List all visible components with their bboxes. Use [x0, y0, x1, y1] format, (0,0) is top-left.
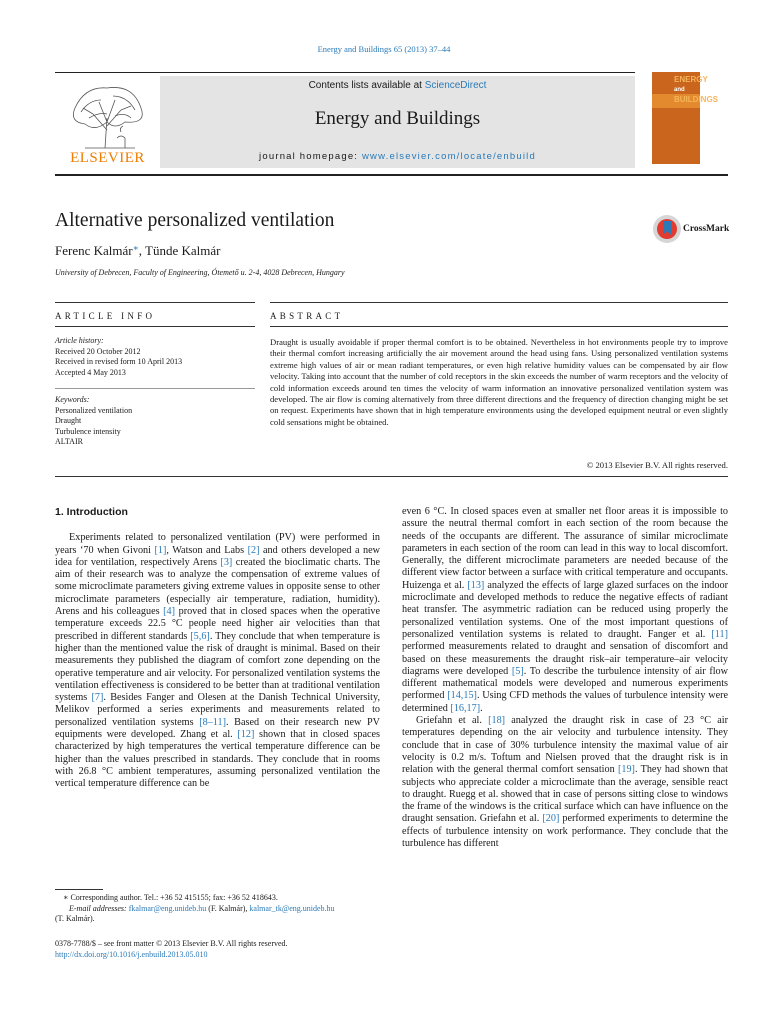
text-run: even 6 °C. In closed spaces even at smaller net floor areas it is impossible to assure the neutral thermal comfort in each section of the room because the needs of the occupants are different. The assurance of similar microclimate parameters in each section of the room can lead in this way to local discomfort. Generally, the different microclimate parameters are needed because of the different view factor between a surface with critical temperature and occupants. Huizenga et al.: [402, 506, 728, 591]
keyword: Turbulence intensity: [55, 426, 121, 436]
cover-title-1: ENERGY: [674, 75, 708, 84]
text-run: proved that in closed spaces when the operative temperature exceeds 22.5 °C people need higher air velocities than that prescribed in different standards: [55, 606, 381, 642]
email-owner: (F. Kalmár),: [206, 903, 250, 913]
citation-link[interactable]: [12]: [237, 729, 255, 741]
accepted-date: Accepted 4 May 2013: [55, 367, 126, 377]
keywords-block: [55, 395, 255, 448]
crossmark-label[interactable]: CrossMark: [683, 224, 730, 234]
article-title: Alternative personalized ventilation: [55, 210, 335, 231]
text-run: . To describe the turbulence intensity of air flow different mathematical models were developed and numerous experiments performed: [402, 665, 729, 702]
author-1: Ferenc Kalmár: [55, 243, 133, 258]
section-spacer: [55, 518, 380, 532]
text-run: .: [480, 702, 483, 714]
abstract-rule-mid: [270, 326, 728, 327]
citation-link[interactable]: [19]: [617, 764, 635, 776]
footnote-marker: ∗: [63, 893, 69, 902]
paragraph: [55, 532, 380, 790]
journal-title: Energy and Buildings: [314, 108, 481, 129]
citation-link[interactable]: [4]: [163, 606, 176, 618]
sciencedirect-link[interactable]: ScienceDirect: [424, 80, 487, 91]
article-info-rule-mid: [55, 326, 255, 327]
citation-link[interactable]: [13]: [467, 579, 485, 591]
text-run: created the bioclimatic charts. The aim of their research was to analyze the compensation of extreme values of some microclimate parameters giving extreme values in opposite sense to other microclimate parameters (especially air temperature, radiation, humidity). Arens and his colleagues: [55, 556, 380, 618]
citation-link[interactable]: [20]: [542, 813, 560, 825]
right-column: [402, 506, 728, 850]
text-run: performed measurements related to draught and sensation of discomfort and based on these measurements the draught risk–air temperature–air velocity diagrams were developed: [402, 641, 728, 677]
text-run: analyzed the effects of large glazed surfaces on the indoor microclimate and developed methods to reduce the negative effects of radiant heat transfer. The asymmetric radiation can be reduced using properly the personalized ventilation systems. One of the most important questions of personalized ventilation systems is related to draught. Fanger et al.: [402, 579, 728, 640]
received-date: Received 20 October 2012: [55, 346, 141, 356]
journal-cover-thumbnail-icon: [652, 72, 718, 164]
text-run: . Besides Fanger and Olesen at the Danish Technical University, Melikov performed a series experiments and measurements related to personalized ventilation systems: [55, 692, 380, 728]
email-link[interactable]: kalmar_tk@eng.unideb.hu: [249, 903, 335, 913]
journal-homepage-line: [160, 151, 635, 162]
text-run: . Based on their research new PV equipments were developed. Zhang et al.: [55, 716, 380, 741]
footnote-line: [55, 893, 385, 904]
article-info-rule-top: [55, 302, 255, 303]
citation-link[interactable]: [5]: [511, 665, 524, 677]
corresponding-marker[interactable]: ∗: [132, 243, 139, 253]
contents-line: [160, 80, 635, 91]
text-run: and others developed a new idea for ventilation, respectively Arens: [55, 544, 380, 568]
homepage-prefix: journal homepage:: [259, 151, 362, 162]
homepage-link[interactable]: www.elsevier.com/locate/enbuild: [361, 151, 536, 162]
doi-link[interactable]: http://dx.doi.org/10.1016/j.enbuild.2013.05.010: [55, 950, 208, 959]
paragraph: [402, 506, 728, 715]
text-run: shown that in closed spaces characterized by high temperatures the vertical temperature difference can be higher than the values prescribed in standards. They conclude that in rooms with 26.8 °C ambient temperatures, assuming personalized ventilation the vertical temperature difference can be: [55, 729, 381, 790]
footnote-line: [55, 904, 385, 915]
contents-prefix: Contents lists available at: [308, 80, 425, 91]
affiliation: University of Debrecen, Faculty of Engineering, Ótemető u. 2-4, 4028 Debrecen, Hungary: [55, 268, 345, 277]
citation-link[interactable]: [18]: [488, 715, 506, 727]
keyword: Draught: [55, 416, 82, 425]
section-title: 1. Introduction: [55, 506, 128, 518]
text-run: performed experiments to determine the effects of turbulence intensity on work performance. They conclude that the turbulence has different: [402, 813, 728, 850]
text-run: . Using CFD methods the values of turbulence intensity were determined: [402, 690, 729, 714]
footnote-rule: [55, 889, 103, 890]
text-run: , Watson and Labs: [166, 544, 248, 556]
elsevier-wordmark: ELSEVIER: [70, 150, 145, 166]
abstract-rule-top: [270, 302, 728, 303]
email-owner: (T. Kalmár).: [55, 914, 95, 923]
citation-link[interactable]: [8–11]: [199, 716, 226, 728]
citation-link[interactable]: [2]: [247, 544, 260, 556]
journal-citation[interactable]: Energy and Buildings 65 (2013) 37–44: [317, 44, 451, 54]
author-separator: ,: [138, 243, 145, 258]
citation-link[interactable]: [11]: [711, 628, 728, 640]
abstract-copyright: © 2013 Elsevier B.V. All rights reserved.: [586, 460, 728, 470]
cover-title-2: BUILDINGS: [674, 95, 718, 104]
article-info-heading: ARTICLE INFO: [55, 311, 156, 321]
page-footer: [55, 938, 385, 960]
text-run: Experiments related to personalized ventilation (PV) were performed in years ‘70 when Givoni: [55, 532, 380, 556]
citation-link[interactable]: [14,15]: [447, 690, 477, 702]
author-2: Tünde Kalmár: [145, 243, 221, 258]
abstract-rule-bottom: [55, 476, 728, 477]
author-list: [55, 243, 220, 259]
keyword: Personalized ventilation: [55, 405, 133, 415]
header-rule-top: [55, 72, 635, 73]
crossmark-icon[interactable]: [652, 214, 682, 244]
text-run: Griefahn et al.: [416, 715, 489, 727]
text-run: . They had shown that subjects who appreciate colder a microclimate than the average, sensible react to draught. Ruegg et al. showed that in case of persons sitting close to windows the frame of the windows is the critical surface which can have influence on the draught sensation. Griefahn et al.: [402, 764, 728, 825]
header-rule-bottom: [55, 174, 728, 176]
article-history: [55, 336, 255, 378]
citation-link[interactable]: [3]: [220, 556, 233, 568]
keywords-label: Keywords:: [55, 395, 90, 404]
citation-link[interactable]: [5,6]: [190, 630, 210, 642]
citation-link[interactable]: [7]: [91, 692, 104, 704]
issn-line: 0378-7788/$ – see front matter © 2013 Elsevier B.V. All rights reserved.: [55, 939, 288, 948]
abstract-heading: ABSTRACT: [270, 311, 344, 321]
email-label: E-mail addresses:: [69, 903, 127, 913]
citation-link[interactable]: [1]: [154, 544, 167, 556]
cover-title: [674, 75, 718, 104]
email-link[interactable]: fkalmar@eng.unideb.hu: [128, 903, 207, 913]
footnote: [55, 893, 385, 925]
corresponding-author: Corresponding author. Tel.: +36 52 415155; fax: +36 52 418643.: [68, 893, 278, 902]
citation-link[interactable]: [16,17]: [450, 702, 481, 714]
keyword: ALTAIR: [55, 437, 83, 446]
revised-date: Received in revised form 10 April 2013: [55, 357, 183, 366]
cover-and: and: [674, 87, 685, 93]
left-column: [55, 506, 380, 791]
abstract-text: Draught is usually avoidable if proper thermal comfort is to be obtained. Nevertheless in hot environments people try to improve their thermal comfort increasing artificially the air movement around the head using fans. Using personalized ventilation systems extreme high values of air or mean radiant temperatures, or even high relative humidity values can be compensated by air flow velocity. Taking into account that the number of cold receptors in the skin exceeds the number of warm receptors and the velocity of cold information exceeds around ten times the velocity of warm information an innovative personalized ventilation system was developed. The air flow is coming alternatively from three different directions and the frequency of direction changing might be set on request. Experiments have shown that in high temperature environments using the developed equipment neutral or even slightly cold sensations might be obtained.: [270, 337, 728, 427]
paragraph: [402, 715, 728, 850]
history-divider: [55, 388, 255, 389]
text-run: analyzed the draught risk in case of 23 °C air temperatures depending on the air velocity and turbulence intensity. They conclude that in case of 30% turbulence intensity the maximal value of air velocity is 0.2 m/s. Toftum and Nielsen proved that the draught risk is in relation with the general thermal comfort sensation: [402, 715, 728, 776]
text-run: . They conclude that when temperature is higher than the mentioned value the risk of draught is minimal. Based on their measurements they published the diagram of comfort zone depending on the operative temperature and air velocity. For personalized ventilation systems the ventilation effectiveness is considered to be better than at traditional ventilation systems: [55, 630, 380, 704]
history-label: Article history:: [55, 336, 104, 345]
